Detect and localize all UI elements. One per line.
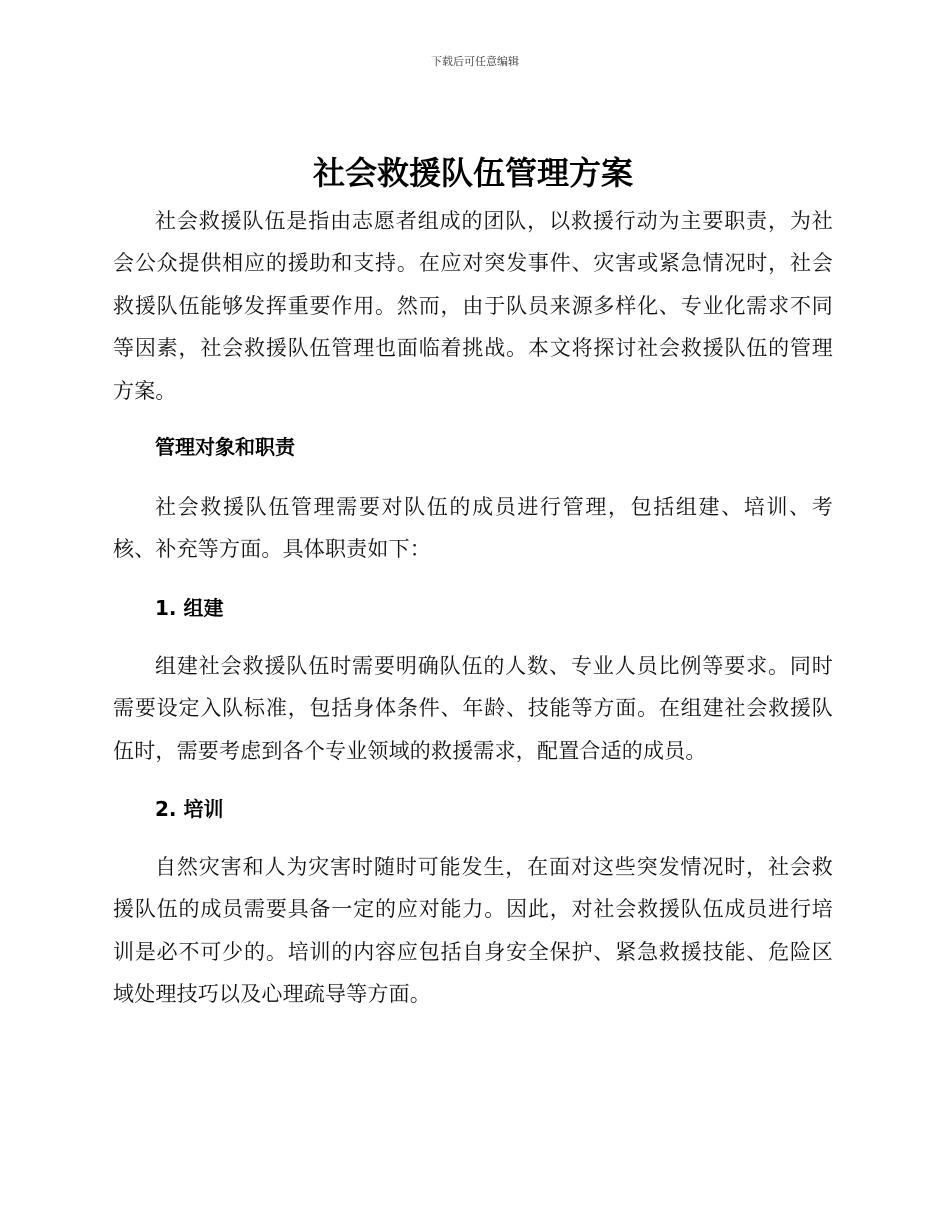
spacer	[113, 462, 833, 486]
spacer	[113, 772, 833, 794]
item-paragraph-formation: 组建社会救援队伍时需要明确队伍的人数、专业人员比例等要求。同时需要设定入队标准，包括身体条件、年龄、技能等方面。在组建社会救援队伍时，需要考虑到各个专业领域的救援需求，配置合适的成员。	[113, 653, 833, 763]
spacer	[113, 571, 833, 593]
spacer	[113, 623, 833, 645]
intro-paragraph: 社会救援队伍是指由志愿者组成的团队，以救援行动为主要职责，为社会公众提供相应的援助和支持。在应对突发事件、灾害或紧急情况时，社会救援队伍能够发挥重要作用。然而，由于队员来源多样化、专业化需求不同等因素，社会救援队伍管理也面临着挑战。本文将探讨社会救援队伍的管理方案。	[113, 209, 833, 403]
section-heading: 管理对象和职责	[155, 435, 295, 460]
document-body	[113, 150, 833, 1016]
spacer	[113, 412, 833, 432]
section-paragraph: 社会救援队伍管理需要对队伍的成员进行管理，包括组建、培训、考核、补充等方面。具体职责如下：	[113, 495, 833, 562]
item-paragraph-training: 自然灾害和人为灾害时随时可能发生，在面对这些突发情况时，社会救援队伍的成员需要具备一定的应对能力。因此，对社会救援队伍成员进行培训是必不可少的。培训的内容应包括自身安全保护、紧急救援技能、危险区域处理技巧以及心理疏导等方面。	[113, 855, 833, 1007]
spacer	[113, 824, 833, 846]
header-note: 下载后可任意编辑	[431, 55, 519, 68]
document-title: 社会救援队伍管理方案	[312, 154, 633, 192]
item-heading-formation: 1. 组建	[155, 595, 224, 620]
item-heading-training: 2. 培训	[155, 797, 224, 822]
